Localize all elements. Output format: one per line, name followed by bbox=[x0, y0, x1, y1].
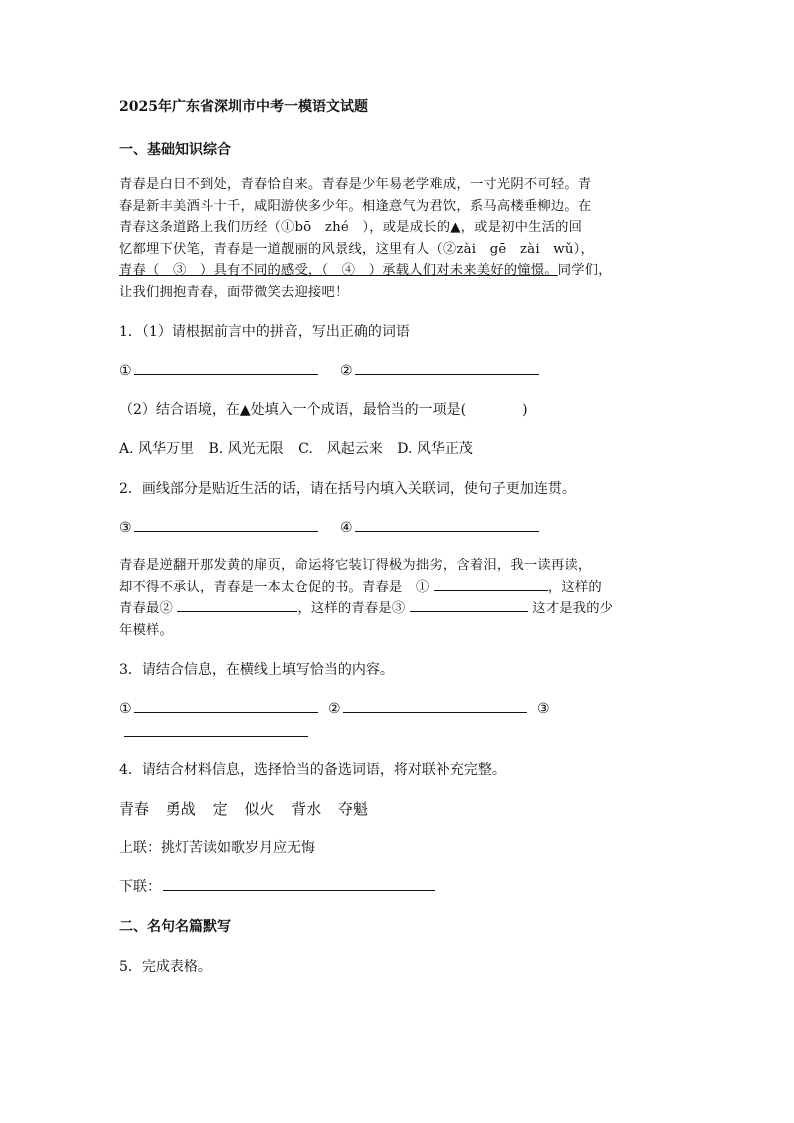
question-1-sub2: （2）结合语境，在▲处填入一个成语，最恰当的一项是( ) bbox=[119, 402, 528, 418]
blank-marker-3: ③ bbox=[119, 520, 132, 536]
question-3-stem: 3．请结合信息，在横线上填写恰当的内容。 bbox=[119, 662, 394, 678]
answer-blank-3[interactable] bbox=[134, 517, 318, 532]
underlined-sentence: 青春（ ③ ）具有不同的感受，（ ④ ）承载人们对未来美好的憧憬。 bbox=[119, 263, 558, 279]
section2-heading: 二、名句名篇默写 bbox=[119, 919, 231, 935]
passage-blank-3[interactable] bbox=[410, 598, 528, 612]
couplet-lower-row bbox=[119, 876, 453, 896]
passage-line bbox=[119, 577, 675, 599]
word: 夺魁 bbox=[337, 800, 368, 818]
answer-blank-1[interactable] bbox=[134, 360, 318, 375]
candidate-words bbox=[119, 798, 380, 819]
passage-line: 让我们拥抱青春，面带微笑去迎接吧！ bbox=[119, 284, 349, 300]
passage-text: 青春最② bbox=[119, 601, 173, 617]
blank-marker-4: ④ bbox=[340, 520, 353, 536]
passage-line: 忆都埋下伏笔，青春是一道靓丽的风景线，这里有人（②zài gē zài wǔ）， bbox=[119, 241, 594, 257]
passage-blank-1[interactable] bbox=[434, 577, 548, 591]
q1-options bbox=[119, 438, 483, 458]
passage-line: 青春是白日不到处，青春恰自来。青春是少年易老学难成，一寸光阴不可轻。青 bbox=[119, 177, 592, 192]
q1-answer-row bbox=[119, 360, 557, 379]
answer-blank-2[interactable] bbox=[355, 360, 539, 375]
page-title: 2025年广东省深圳市中考一模语文试题 bbox=[119, 99, 368, 115]
passage-blank-2[interactable] bbox=[177, 598, 297, 612]
answer-blank-q3-3[interactable] bbox=[124, 722, 308, 737]
section1-heading: 一、基础知识综合 bbox=[119, 142, 231, 158]
option-c[interactable]: C. 风起云来 bbox=[298, 441, 383, 457]
q3-answer-row-2 bbox=[124, 722, 308, 741]
reading-passage-2 bbox=[119, 555, 675, 641]
passage-line: 春是新丰美酒斗十千，咸阳游侠多少年。相逢意气为君饮，系马高楼垂柳边。在 bbox=[119, 198, 592, 214]
question-5-stem: 5．完成表格。 bbox=[119, 959, 212, 975]
blank-marker-q3-2: ② bbox=[328, 701, 341, 717]
passage-text: 却不得不承认，青春是一本太仓促的书。青春是 ① bbox=[119, 579, 430, 595]
passage-line bbox=[119, 260, 675, 282]
passage-text: ，这样的 bbox=[547, 579, 602, 595]
q2-answer-row bbox=[119, 517, 557, 536]
passage-text: ，这样的青春是③ bbox=[297, 601, 406, 617]
passage-line: 年模样。 bbox=[119, 622, 173, 638]
passage-line: 青春这条道路上我们历经（①bō zhé ），或是成长的▲，或是初中生活的回 bbox=[119, 220, 583, 236]
word: 青春 bbox=[119, 800, 150, 818]
couplet-lower-blank[interactable] bbox=[163, 876, 435, 891]
word: 背水 bbox=[291, 800, 322, 818]
passage-line: 青春是逆翻开那发黄的扉页，命运将它装订得极为拙劣，含着泪，我一读再读， bbox=[119, 558, 592, 573]
answer-blank-q3-1[interactable] bbox=[134, 698, 318, 713]
option-d[interactable]: D. 风华正茂 bbox=[397, 441, 473, 457]
question-2-stem: 2．画线部分是贴近生活的话，请在括号内填入关联词，使句子更加连贯。 bbox=[119, 481, 576, 497]
couplet-lower-label: 下联： bbox=[119, 879, 161, 895]
word: 定 bbox=[212, 800, 228, 818]
word: 勇战 bbox=[165, 800, 196, 818]
blank-marker-q3-3: ③ bbox=[537, 701, 550, 717]
question-1-stem: 1．（1）请根据前言中的拼音，写出正确的词语 bbox=[119, 324, 410, 340]
blank-marker-1: ① bbox=[119, 363, 132, 379]
reading-passage-1 bbox=[119, 174, 675, 304]
passage-line bbox=[119, 598, 675, 620]
option-b[interactable]: B. 风光无限 bbox=[208, 441, 284, 457]
couplet-upper: 上联：挑灯苦读如歌岁月应无悔 bbox=[119, 840, 315, 856]
option-a[interactable]: A. 风华万里 bbox=[119, 441, 195, 457]
question-4-stem: 4．请结合材料信息，选择恰当的备选词语，将对联补充完整。 bbox=[119, 762, 506, 778]
blank-marker-q3-1: ① bbox=[119, 701, 132, 717]
passage-text: 这才是我的少 bbox=[532, 601, 614, 617]
answer-blank-q3-2[interactable] bbox=[343, 698, 527, 713]
passage-tail: 同学们， bbox=[557, 263, 612, 279]
word: 似火 bbox=[244, 800, 275, 818]
q3-answer-row bbox=[119, 698, 550, 717]
answer-blank-4[interactable] bbox=[355, 517, 539, 532]
blank-marker-2: ② bbox=[340, 363, 353, 379]
